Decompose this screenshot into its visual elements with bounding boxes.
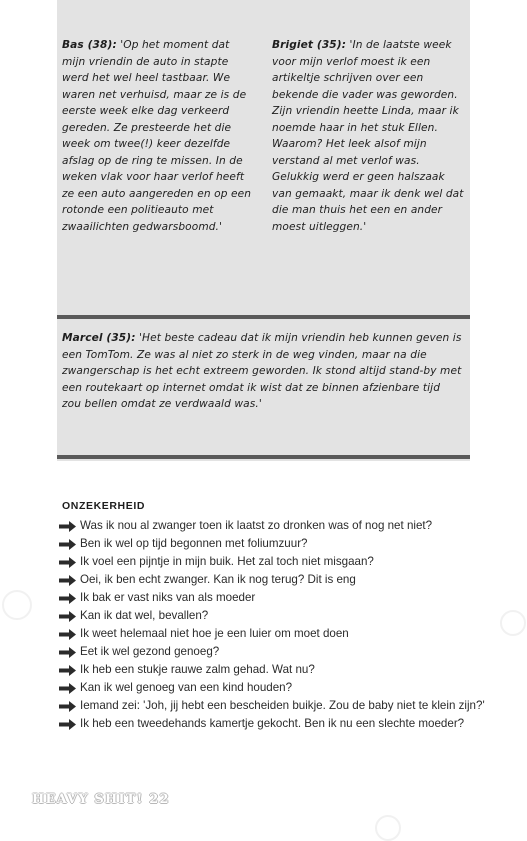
page-number: 22 xyxy=(149,792,170,807)
quote-text: 'Op het moment dat mijn vriendin de auto in stapte werd het wel heel tastbaar. We waren net verhuisd, maar ze is de eerste week elke dag verkeerd gereden. Ze presteerde het die week om twee(!) keer dezelfde afslag op de ring te missen. In de weken vlak voor haar verlof heeft ze een auto aangereden en op een rotonde een politieauto met zwaailichten gedwarsboomd.' xyxy=(62,39,252,233)
list-item xyxy=(58,643,498,661)
quote-text: 'In de laatste week voor mijn verlof moest ik een artikeltje schrijven over een bekende die vader was geworden. Zijn vriendin heette Linda, maar ik noemde haar in het stuk Ellen. Waarom? Het leek alsof mijn verstand al met verlof was. Gelukkig werd er geen halszaak van gemaakt, maar ik denk wel dat die man thuis het een en ander moest uitleggen.' xyxy=(272,39,464,233)
quote-brigiet xyxy=(272,37,464,235)
quote-name: Bas (38): xyxy=(62,39,117,51)
list-item xyxy=(58,625,498,643)
divider xyxy=(57,455,470,459)
arrow-right-icon xyxy=(58,517,80,535)
arrow-right-icon xyxy=(58,643,80,661)
arrow-right-icon xyxy=(58,715,80,733)
arrow-right-icon xyxy=(58,625,80,643)
divider xyxy=(57,315,470,319)
list-item-text: Eet ik wel gezond genoeg? xyxy=(80,645,220,658)
list-item xyxy=(58,715,498,733)
arrow-right-icon xyxy=(58,589,80,607)
list-item xyxy=(58,553,498,571)
list-item xyxy=(58,589,498,607)
list-item xyxy=(58,661,498,679)
list-item-text: Kan ik dat wel, bevallen? xyxy=(80,609,209,622)
brand-logo: HEAVY SHIT! xyxy=(32,792,144,807)
list-item-text: Ik heb een tweedehands kamertje gekocht. Ben ik nu een slechte moeder? xyxy=(80,717,465,730)
quote-name: Brigiet (35): xyxy=(272,39,347,51)
list-item-text: Oei, ik ben echt zwanger. Kan ik nog terug? Dit is eng xyxy=(80,573,356,586)
uncertainty-list xyxy=(58,517,498,733)
quote-bas xyxy=(62,37,252,235)
arrow-right-icon xyxy=(58,679,80,697)
quote-text: 'Het beste cadeau dat ik mijn vriendin heb kunnen geven is een TomTom. Ze was al niet zo sterk in de weg vinden, maar na die zwangerschap is het echt extreem geworden. Ik stond altijd stand-by met een routekaart op internet omdat ik wist dat ze binnen afzienbare tijd zou bellen omdat ze verdwaald was.' xyxy=(62,332,462,410)
arrow-right-icon xyxy=(58,607,80,625)
list-item xyxy=(58,571,498,589)
list-item xyxy=(58,607,498,625)
arrow-right-icon xyxy=(58,553,80,571)
list-item xyxy=(58,535,498,553)
list-item-text: Iemand zei: 'Joh, jij hebt een bescheiden buikje. Zou de baby niet te klein zijn?' xyxy=(80,699,485,712)
decorative-flower xyxy=(500,610,526,636)
decorative-flower xyxy=(375,815,401,841)
list-item xyxy=(58,697,498,715)
arrow-right-icon xyxy=(58,571,80,589)
list-item-text: Kan ik wel genoeg van een kind houden? xyxy=(80,681,293,694)
decorative-flower xyxy=(2,590,32,620)
arrow-right-icon xyxy=(58,535,80,553)
list-item-text: Ik voel een pijntje in mijn buik. Het zal toch niet misgaan? xyxy=(80,555,374,568)
quote-marcel xyxy=(62,330,462,413)
arrow-right-icon xyxy=(58,697,80,715)
section-title: ONZEKERHEID xyxy=(62,500,146,512)
list-item-text: Ik bak er vast niks van als moeder xyxy=(80,591,256,604)
list-item xyxy=(58,679,498,697)
quote-name: Marcel (35): xyxy=(62,332,136,344)
list-item-text: Ik weet helemaal niet hoe je een luier om moet doen xyxy=(80,627,349,640)
list-item-text: Ben ik wel op tijd begonnen met foliumzuur? xyxy=(80,537,308,550)
list-item-text: Ik heb een stukje rauwe zalm gehad. Wat nu? xyxy=(80,663,315,676)
footer-brand xyxy=(32,792,170,807)
arrow-right-icon xyxy=(58,661,80,679)
list-item-text: Was ik nou al zwanger toen ik laatst zo dronken was of nog net niet? xyxy=(80,519,433,532)
list-item xyxy=(58,517,498,535)
